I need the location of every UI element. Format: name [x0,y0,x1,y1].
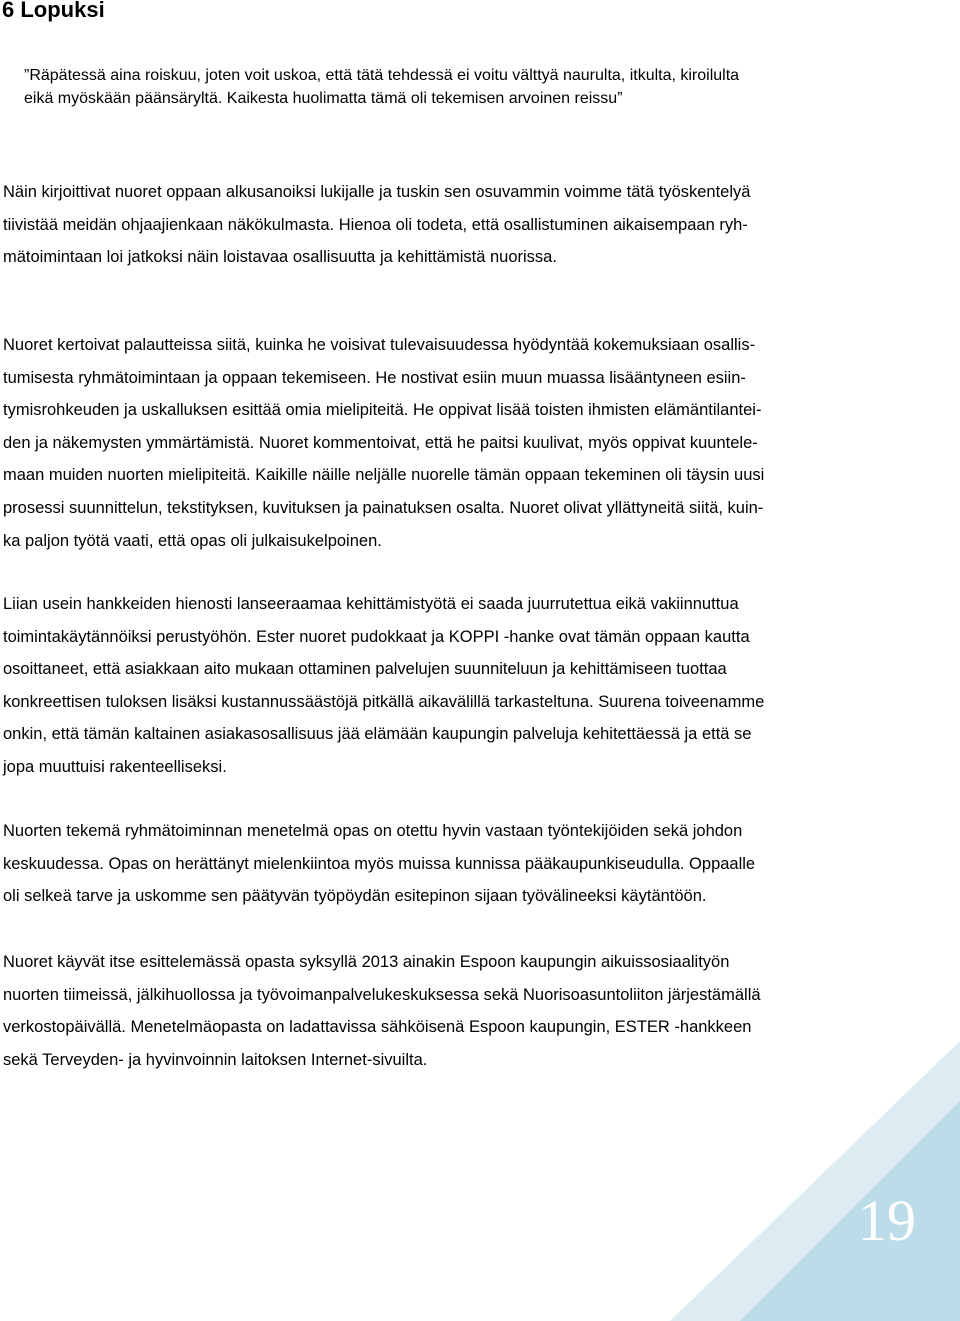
paragraph-line: Näin kirjoittivat nuoret oppaan alkusanoiksi lukijalle ja tuskin sen osuvammin voimme tätä työskentelyä [3,183,751,201]
paragraph-line: maan muiden nuorten mielipiteitä. Kaikille näille neljälle nuorelle tämän oppaan tekeminen oli täysin uusi [3,466,765,485]
paragraph-line: onkin, että tämän kaltainen asiakasosallisuus jää elämään kaupungin palveluja kehitettäessä ja että se [3,725,752,744]
page-number: 19 [858,1188,916,1253]
paragraph-feedback [3,329,883,557]
paragraph-line: nuorten tiimeissä, jälkihuollossa ja työvoimanpalvelukeskuksessa sekä Nuorisoasuntoliiton järjestämällä [3,985,761,1004]
paragraph-line: oli selkeä tarve ja uskomme sen päätyvän työpöydän esitepinon sijaan työvälineeksi käytäntöön. [3,887,707,906]
paragraph-line: Liian usein hankkeiden hienosti lanseeraamaa kehittämistyötä ei saada juurrutettua eikä vakiinnuttua [3,595,739,613]
paragraph-reception [3,815,883,913]
paragraph-line: tymisrohkeuden ja uskalluksen esittää omia mielipiteitä. He oppivat lisää toisten ihmisten elämäntilantei- [3,401,762,420]
paragraph-development [3,588,883,784]
paragraph-line: tiivistää meidän ohjaajienkaan näkökulmasta. Hienoa oli todeta, että osallistuminen aikaisempaan ryh- [3,215,748,234]
paragraph-line: toimintakäytännöiksi perustyöhön. Ester nuoret pudokkaat ja KOPPI -hanke ovat tämän oppaan kautta [3,627,750,646]
paragraph-line: tumisesta ryhmätoimintaan ja oppaan tekemiseen. He nostivat esiin muun muassa lisääntyneen esiin- [3,368,746,387]
paragraph-line: mätoimintaan loi jatkoksi näin loistavaa osallisuutta ja kehittämistä nuorissa. [3,248,557,267]
paragraph-line: den ja näkemysten ymmärtämistä. Nuoret kommentoivat, että he paitsi kuulivat, myös oppivat kuuntele- [3,433,758,452]
paragraph-line: osoittaneet, että asiakkaan aito mukaan ottaminen palvelujen suunniteluun ja kehittämiseen tuottaa [3,660,727,679]
paragraph-line: Nuoret käyvät itse esittelemässä opasta syksyllä 2013 ainakin Espoon kaupungin aikuissosiaalityön [3,953,730,971]
paragraph-line: Nuoret kertoivat palautteissa siitä, kuinka he voisivat tulevaisuudessa hyödyntää kokemuksiaan osallis- [3,336,756,354]
corner-decoration [670,1041,960,1321]
paragraph-line: jopa muuttuisi rakenteelliseksi. [3,757,227,776]
paragraph-line: Nuorten tekemä ryhmätoiminnan menetelmä opas on otettu hyvin vastaan työntekijöiden sekä johdon [3,822,743,840]
paragraph-line: verkostopäivällä. Menetelmäopasta on ladattavissa sähköisenä Espoon kaupungin, ESTER -hankkeen [3,1018,752,1037]
opening-quote [24,64,874,110]
corner-triangle-mid [740,1101,960,1321]
paragraph-intro [3,176,883,274]
paragraph-line: prosessi suunnittelun, tekstityksen, kuvituksen ja painatuksen osalta. Nuoret olivat yllättyneitä siitä, kuin- [3,498,764,517]
paragraph-line: sekä Terveyden- ja hyvinvoinnin laitoksen Internet-sivuilta. [3,1050,428,1069]
paragraph-line: ka paljon työtä vaati, että opas oli julkaisukelpoinen. [3,531,382,550]
paragraph-line: konkreettisen tuloksen lisäksi kustannussäästöjä pitkällä aikavälillä tarkasteltuna. Suurena toiveenamme [3,692,765,711]
paragraph-line: keskuudessa. Opas on herättänyt mielenkiintoa myös muissa kunnissa pääkaupunkiseudulla. Oppaalle [3,854,756,873]
quote-line: ”Räpätessä aina roiskuu, joten voit uskoa, että tätä tehdessä ei voitu välttyä naurulta, itkulta, kiroilulta [24,67,740,84]
quote-line: eikä myöskään päänsäryltä. Kaikesta huolimatta tämä oli tekemisen arvoinen reissu” [24,90,623,107]
page-heading: 6 Lopuksi [2,0,105,22]
